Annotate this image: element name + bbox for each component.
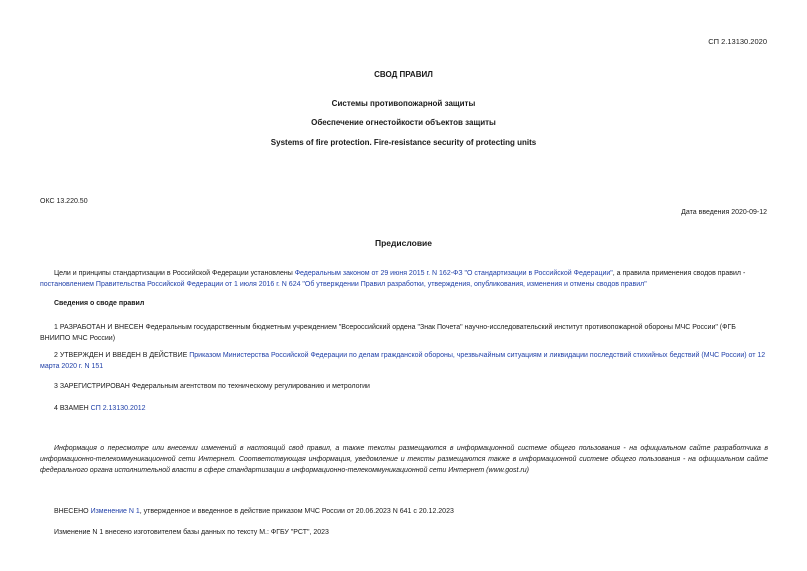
item-registered: 3 ЗАРЕГИСТРИРОВАН Федеральным агентством по техническому регулированию и метрологии: [54, 383, 370, 390]
document-subtitle-english: Systems of fire protection. Fire-resistance security of protecting units: [270, 138, 537, 147]
preface-text-2: , а правила применения сводов правил -: [612, 270, 746, 277]
preface-heading: Предисловие: [374, 238, 433, 248]
document-subtitle-2: Обеспечение огнестойкости объектов защиты: [311, 118, 496, 127]
document-title: СВОД ПРАВИЛ: [374, 70, 433, 79]
replaced-standard-link[interactable]: СП 2.13130.2012: [90, 405, 146, 412]
revision-notice: Информация о пересмотре или внесении изменений в настоящий свод правил, а также тексты размещаются в информационной системе общего пользования - на официальном сайте разработчика в информационно-телекоммуникационной сети Интернет. Соответствующая информация, уведомление и тексты размещаются также в информационной системе общего пользования - на официальном сайте федерального органа исполнительной власти в сфере стандартизации в информационно-телекоммуникационной сети Интернет (www.gost.ru): [40, 445, 768, 474]
federal-law-link[interactable]: Федеральным законом от 29 июня 2015 г. N 162-ФЗ "О стандартизации в Российской Федерации": [294, 270, 613, 277]
item-approved-text: 2 УТВЕРЖДЕН И ВВЕДЕН В ДЕЙСТВИЕ: [54, 352, 190, 359]
government-decree-link[interactable]: постановлением Правительства Российской Федерации от 1 июля 2016 г. N 624 "Об утверждении Правил разработки, утверждения, опубликования, изменения и отмены сводов правил": [40, 281, 647, 288]
order-link[interactable]: Приказом Министерства Российской Федерации по делам гражданской обороны, чрезвычайным ситуациям и ликвидации последствий стихийных бедствий (МЧС России) от 12 марта 2020 г. N 151: [40, 352, 766, 370]
preface-text: Цели и принципы стандартизации в Российской Федерации установлены: [54, 270, 295, 277]
amendment-link[interactable]: Изменение N 1: [90, 508, 140, 515]
item-replaces-text: 4 ВЗАМЕН: [54, 405, 91, 412]
amendment-line: [40, 506, 768, 517]
amendment-text: ВНЕСЕНО: [54, 508, 91, 515]
info-heading: Сведения о своде правил: [54, 300, 145, 307]
amendment-text-2: , утвержденное и введенное в действие приказом МЧС России от 20.06.2023 N 641 с 20.12.2023: [139, 508, 454, 515]
document-code: СП 2.13130.2020: [708, 37, 767, 46]
document-subtitle: Системы противопожарной защиты: [331, 99, 476, 108]
item-approved: [40, 350, 768, 372]
preface-paragraph: [40, 268, 768, 290]
amendment-note: Изменение N 1 внесено изготовителем базы данных по тексту М.: ФГБУ "РСТ", 2023: [54, 529, 329, 536]
item-developed: 1 РАЗРАБОТАН И ВНЕСЕН Федеральным государственным бюджетным учреждением "Всероссийский ордена "Знак Почета" научно-исследовательский институт противопожарной обороны МЧС России" (ФГБ ВНИИПО МЧС России): [40, 324, 736, 342]
oks-code: ОКС 13.220.50: [40, 198, 88, 205]
item-replaces: [40, 403, 768, 414]
introduction-date: Дата введения 2020-09-12: [681, 209, 767, 216]
